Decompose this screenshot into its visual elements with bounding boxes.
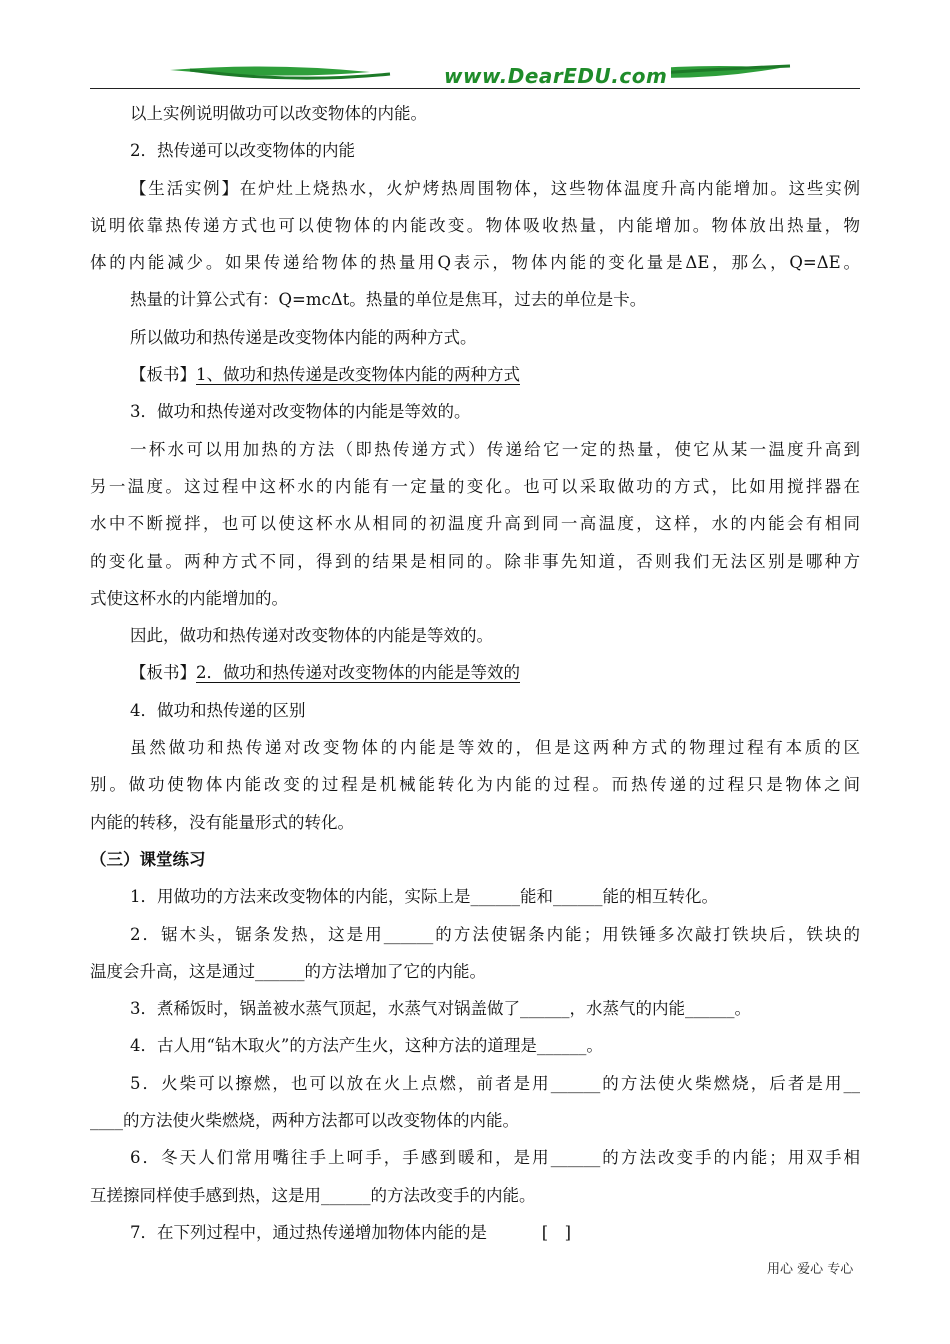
subheading: 4．做功和热传递的区别 — [130, 700, 306, 720]
board-text: 1、做功和热传递是改变物体内能的两种方式 — [196, 365, 520, 385]
paragraph-line: 另一温度。这过程中这杯水的内能有一定量的变化。也可以采取做功的方式，比如用搅拌器在 — [90, 476, 860, 496]
exercise-item: 温度会升高，这是通过______的方法增加了它的内能。 — [90, 961, 486, 981]
board-label: 【板书】 — [130, 663, 196, 683]
paragraph-line: 内能的转移，没有能量形式的转化。 — [90, 812, 354, 832]
paragraph-line: 以上实例说明做功可以改变物体的内能。 — [130, 104, 427, 123]
paragraph-line: 【生活实例】在炉灶上烧热水，火炉烤热周围物体，这些物体温度升高内能增加。这些实例 — [130, 178, 860, 198]
board-note-2 — [90, 654, 860, 691]
subheading: 2．热传递可以改变物体的内能 — [130, 141, 355, 161]
paragraph-line: 别。做功使物体内能改变的过程是机械能转化为内能的过程。而热传递的过程只是物体之间 — [90, 775, 860, 795]
board-text: 2．做功和热传递对改变物体的内能是等效的 — [196, 663, 520, 683]
site-url[interactable]: www.DearEDU.com — [440, 64, 671, 88]
paragraph-line: 虽然做功和热传递对改变物体的内能是等效的，但是这两种方式的物理过程有本质的区 — [130, 738, 860, 758]
section-heading: （三）课堂练习 — [90, 849, 206, 869]
exercise-item: 4．古人用“钻木取火”的方法产生火，这种方法的道理是______。 — [130, 1036, 603, 1056]
exercise-item: 3．煮稀饭时，锅盖被水蒸气顶起，水蒸气对锅盖做了______，水蒸气的内能______。 — [130, 999, 751, 1019]
paragraph-line: 热量的计算公式有：Q=mcΔt。热量的单位是焦耳，过去的单位是卡。 — [130, 290, 647, 310]
exercise-item: ____的方法使火柴燃烧，两种方法都可以改变物体的内能。 — [90, 1111, 519, 1131]
paragraph-line: 水中不断搅拌，也可以使这杯水从相同的初温度升高到同一高温度，这样，水的内能会有相同 — [90, 514, 860, 534]
exercise-item: 1．用做功的方法来改变物体的内能，实际上是______能和______能的相互转化。 — [130, 887, 718, 907]
document-body — [90, 95, 860, 1251]
paragraph-line: 所以做功和热传递是改变物体内能的两种方式。 — [130, 327, 477, 347]
page-footer: 用心 爱心 专心 — [767, 1262, 854, 1277]
exercise-item: 6．冬天人们常用嘴往手上呵手，手感到暖和，是用______的方法改变手的内能；用双手相 — [130, 1148, 860, 1168]
exercise-item: 7．在下列过程中，通过热传递增加物体内能的是 [ ] — [130, 1222, 572, 1242]
header-rule — [90, 88, 860, 89]
paragraph-line: 式使这杯水的内能增加的。 — [90, 588, 288, 608]
paragraph-line: 的变化量。两种方式不同，得到的结果是相同的。除非事先知道，否则我们无法区别是哪种方 — [90, 551, 860, 571]
paragraph-line: 体的内能减少。如果传递给物体的热量用Q表示，物体内能的变化量是ΔE，那么，Q=ΔE。 — [90, 253, 860, 273]
exercise-item: 5．火柴可以擦燃，也可以放在火上点燃，前者是用______的方法使火柴燃烧，后者是用__ — [130, 1073, 860, 1093]
paragraph-line: 说明依靠热传递方式也可以使物体的内能改变。物体吸收热量，内能增加。物体放出热量，物 — [90, 215, 860, 235]
board-label: 【板书】 — [130, 365, 196, 385]
paragraph-line: 因此，做功和热传递对改变物体的内能是等效的。 — [130, 626, 493, 646]
subheading: 3．做功和热传递对改变物体的内能是等效的。 — [130, 402, 471, 422]
site-header-banner — [90, 58, 860, 92]
exercise-item: 互搓擦同样使手感到热，这是用______的方法改变手的内能。 — [90, 1185, 536, 1205]
board-note-1 — [90, 356, 860, 393]
paragraph-line: 一杯水可以用加热的方法（即热传递方式）传递给它一定的热量，使它从某一温度升高到 — [130, 439, 860, 459]
exercise-item: 2．锯木头，锯条发热，这是用______的方法使锯条内能；用铁锤多次敲打铁块后，铁块的 — [130, 924, 860, 944]
